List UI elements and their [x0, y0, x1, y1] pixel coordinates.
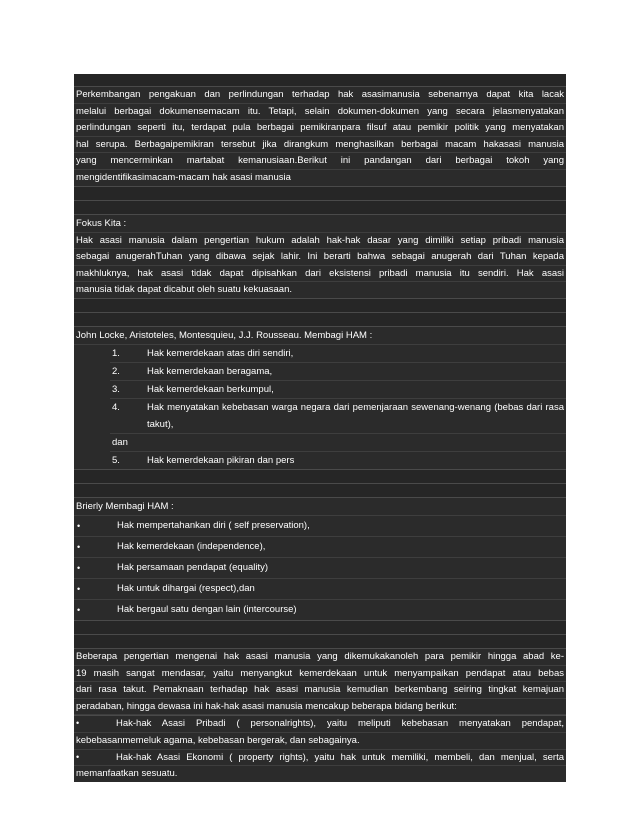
locke-heading: John Locke, Aristoteles, Montesquieu, J.J. Rousseau. Membagi HAM :: [74, 327, 566, 345]
bullet-item: [74, 579, 566, 600]
bullet-icon: •: [77, 604, 81, 615]
paragraph-line: peradaban, hingga dewasa ini hak-hak asasi manusia mencakup beberapa bidang berikut:: [74, 699, 566, 716]
document-body: [74, 74, 566, 782]
fokus-line: makhluknya, hak asasi tidak dapat dipisahkan dari eksistensi pribadi manusia itu sendiri. Hak asasi: [74, 266, 566, 283]
item-number: 4.: [112, 401, 120, 413]
bullet-item: [74, 750, 566, 767]
item-text: Hak menyatakan kebebasan warga negara dari pemenjaraan sewenang-wenang (bebas dari rasa takut),: [147, 401, 564, 430]
spacer-row: [74, 470, 566, 484]
item-text: Hak kemerdekaan beragama,: [147, 365, 273, 377]
intro-line: hal serupa. Berbagaipemikiran tersebut jika dirangkum menghasilkan berbagai macam hakasasi manusia: [74, 137, 566, 154]
spacer-row: [74, 299, 566, 313]
list-item: [110, 399, 566, 434]
item-continuation: memanfaatkan sesuatu.: [76, 768, 178, 780]
list-item: [110, 381, 566, 399]
bullet-item: [74, 600, 566, 620]
bullet-item: [74, 516, 566, 537]
spacer-row: [74, 635, 566, 649]
fokus-line: Hak asasi manusia dalam pengertian hukum adalah hak-hak dasar yang dimiliki setiap pribadi manusia: [74, 233, 566, 250]
item-number: 5.: [112, 454, 120, 466]
item-text: Hak persamaan pendapat (equality): [117, 561, 269, 573]
beberapa-paragraph: [74, 649, 566, 716]
bullet-icon: •: [77, 520, 81, 531]
bullet-item: [74, 558, 566, 579]
item-text: Hak-hak Asasi Pribadi ( personalrights), yaitu meliputi kebebasan menyatakan pendapat,: [116, 718, 564, 730]
paragraph-line: dari rasa takut. Pemaknaan terhadap hak asasi manusia kemudian berkembang seiring tingkat kemajuan: [74, 682, 566, 699]
list-item: [110, 363, 566, 381]
intro-line: perlindungan seperti itu, terdapat pula berbagai pemikiranpara filsuf atau pemikir politik yang menyatakan: [74, 120, 566, 137]
item-number: 1.: [112, 347, 120, 359]
bullet-icon: •: [77, 562, 81, 573]
fokus-heading: Fokus Kita :: [74, 215, 566, 233]
intro-line: yang mencerminkan martabat kemanusiaan.Berikut ini pandangan dari berbagai tokoh yang: [74, 153, 566, 170]
item-text: Hak untuk dihargai (respect),dan: [117, 582, 255, 594]
item-continuation: kebebasanmemeluk agama, kebebasan bergerak, dan sebagainya.: [74, 733, 566, 750]
paragraph-line: Beberapa pengertian mengenai hak asasi manusia yang dikemukakanoleh para pemikir hingga abad ke-: [74, 649, 566, 666]
spacer-row: [74, 201, 566, 215]
intro-line: Perkembangan pengakuan dan perlindungan terhadap hak asasimanusia sebenarnya dapat kita lacak: [74, 87, 566, 104]
bullet-icon: •: [77, 541, 81, 552]
item-text: Hak kemerdekaan (independence),: [117, 540, 266, 552]
intro-paragraph: [74, 87, 566, 187]
locke-section: [74, 327, 566, 470]
intro-line: melalui berbagai dokumensemacam itu. Tetapi, selain dokumen-dokumen yang secara jelasmenyatakan: [74, 104, 566, 121]
list-item: [110, 452, 566, 469]
bullet-item: [74, 716, 566, 733]
fokus-line: sebagai anugerahTuhan yang dibawa sejak lahir. Ini berarti bahwa sebagai anugerah dari Tuhan kepada: [74, 249, 566, 266]
spacer-row: [74, 187, 566, 201]
item-text: Hak mempertahankan diri ( self preservation),: [117, 519, 310, 531]
item-text: Hak kemerdekaan pikiran dan pers: [147, 454, 295, 466]
item-text: Hak kemerdekaan berkumpul,: [147, 383, 274, 395]
spacer-row: [74, 313, 566, 327]
fokus-section: [74, 215, 566, 299]
brierly-heading: Brierly Membagi HAM :: [74, 498, 566, 516]
item-text: Hak bergaul satu dengan lain (intercourse): [117, 603, 297, 615]
spacer-row: [74, 74, 566, 87]
fokus-line: manusia tidak dapat dicabut oleh suatu kekuasaan.: [76, 284, 293, 296]
item-text: Hak-hak Asasi Ekonomi ( property rights), yaitu hak untuk memiliki, membeli, dan menjual, serta: [116, 751, 564, 763]
intro-line: mengidentifikasimacam-macam hak asasi manusia: [76, 171, 291, 183]
conjunction: dan: [110, 434, 566, 452]
item-number: 3.: [112, 383, 120, 395]
bullet-item: [74, 537, 566, 558]
spacer-row: [74, 484, 566, 498]
item-text: Hak kemerdekaan atas diri sendiri,: [147, 347, 294, 359]
spacer-row: [74, 621, 566, 635]
brierly-section: [74, 498, 566, 621]
bullet-icon: •: [77, 583, 81, 594]
paragraph-line: 19 masih sangat mendasar, yaitu menyangkut kemerdekaan untuk menyampaikan pendapat atau bebas: [74, 666, 566, 683]
item-number: 2.: [112, 365, 120, 377]
bullet-icon: •: [76, 718, 80, 729]
list-item: [110, 345, 566, 363]
bullet-icon: •: [76, 751, 80, 762]
bidang-list: [74, 716, 566, 781]
